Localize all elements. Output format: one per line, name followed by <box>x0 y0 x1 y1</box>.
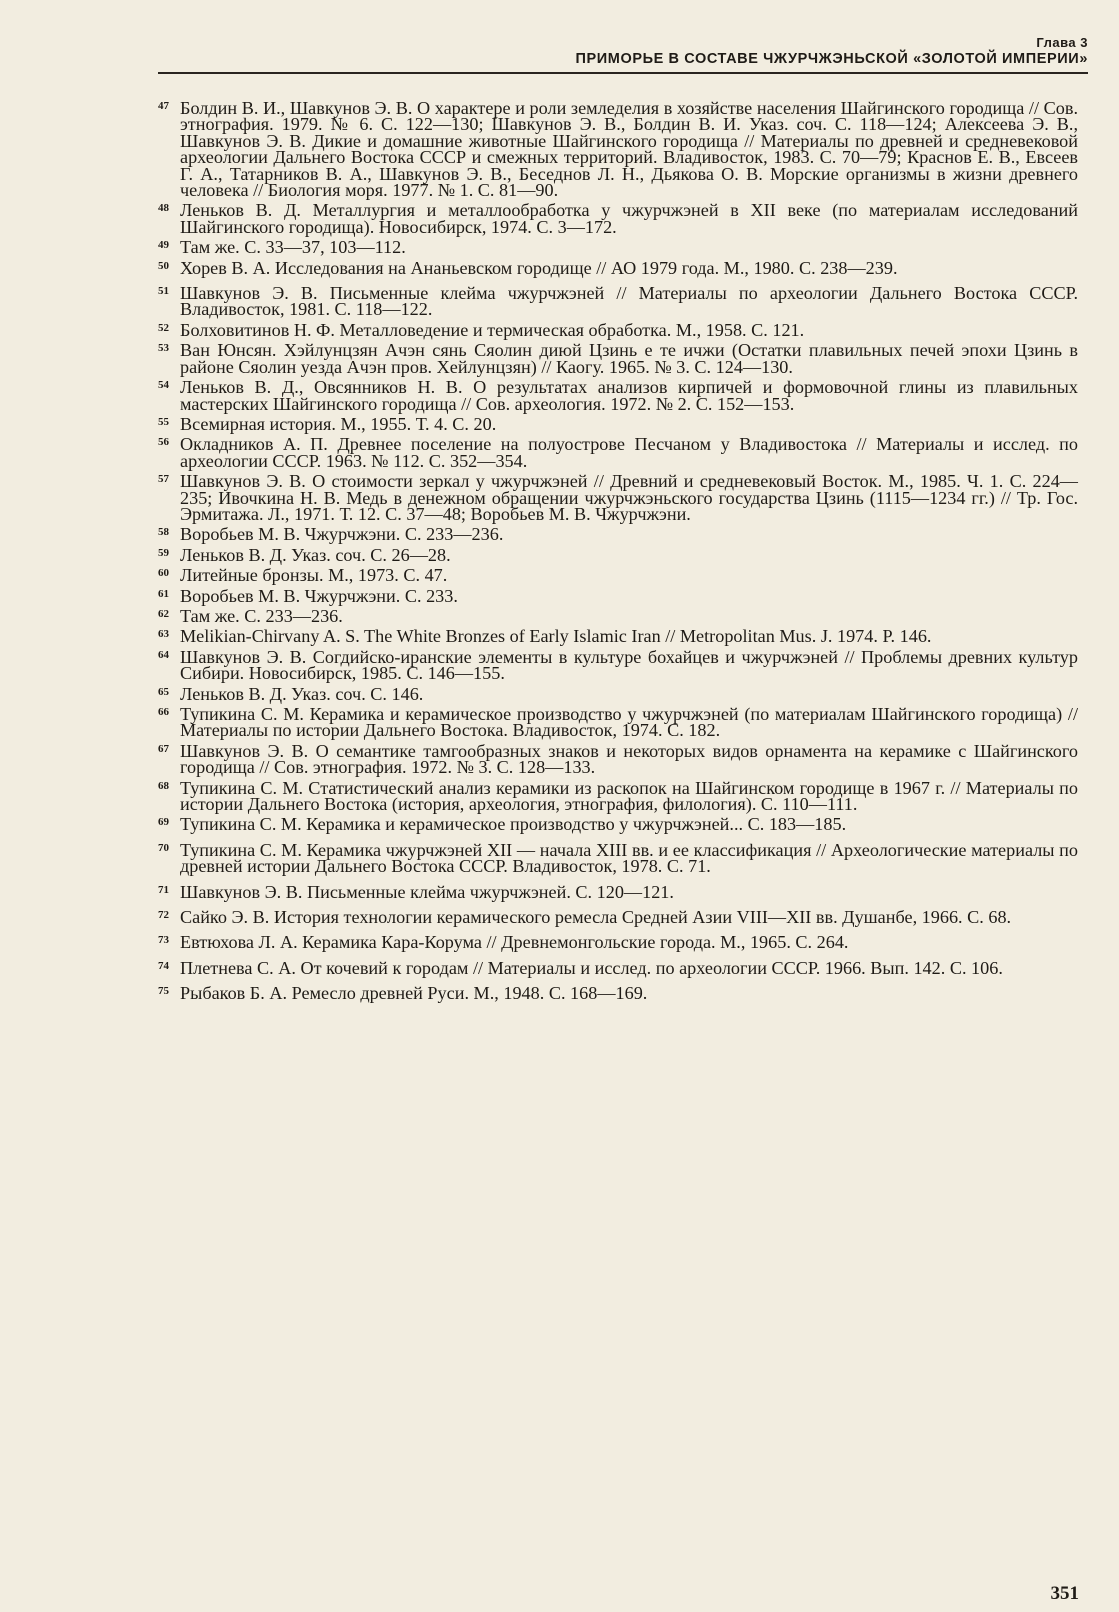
endnote-text: Шавкунов Э. В. О семантике тамгообразных знаков и некоторых видов орнамента на керамике с Шайгинского городища // Сов. этнография. 1972. № 3. С. 128—133. <box>180 740 1078 778</box>
endnote-text: Там же. С. 233—236. <box>180 605 343 626</box>
endnote-text: Болховитинов Н. Ф. Металловедение и термическая обработка. М., 1958. С. 121. <box>180 319 805 340</box>
endnote <box>158 342 1078 375</box>
endnote-text: Тупикина С. М. Керамика и керамическое производство у чжурчжэней... С. 183—185. <box>180 814 847 835</box>
endnote-text: Хорев В. А. Исследования на Ананьевском городище // АО 1979 года. М., 1980. С. 238—239. <box>180 257 898 278</box>
running-header <box>150 36 1088 68</box>
endnote <box>158 957 1078 978</box>
endnote-text: Шавкунов Э. В. Согдийско-иранские элементы в культуре бохайцев и чжурчжэней // Проблемы древних культур Сибири. Новосибирск, 1985. С. 146—155. <box>180 646 1078 684</box>
endnote-number: 73 <box>158 934 169 947</box>
endnote-text: Леньков В. Д., Овсянников Н. В. О результатах анализов кирпичей и формовочной глины из плавильных мастерских Шайгинского городища // Сов. археология. 1972. № 2. С. 152—153. <box>180 377 1078 414</box>
endnote-number: 53 <box>158 342 169 355</box>
chapter-label: Глава 3 <box>1036 35 1088 50</box>
endnote-number: 61 <box>158 587 169 600</box>
endnote <box>158 814 1078 835</box>
endnote <box>158 683 1078 704</box>
endnote-number: 62 <box>158 607 169 620</box>
endnote-number: 65 <box>158 685 169 698</box>
endnote <box>158 319 1078 340</box>
endnote-number: 57 <box>158 473 169 486</box>
endnote-number: 49 <box>158 239 169 252</box>
endnote <box>158 646 1078 684</box>
endnote-text: Тупикина С. М. Керамика чжурчжэней XII — начала XIII вв. и ее классификация // Археологические материалы по древней истории Дальнего Востока СССР. Владивосток, 1978. С. 71. <box>180 839 1078 877</box>
endnote-number: 67 <box>158 742 169 755</box>
endnote <box>158 585 1078 606</box>
endnote-number: 54 <box>158 379 169 392</box>
endnote-number: 47 <box>158 100 169 112</box>
endnote-number: 71 <box>158 883 169 896</box>
endnote-text: Евтюхова Л. А. Керамика Кара-Корума // Древнемонгольские города. М., 1965. С. 264. <box>180 932 849 953</box>
endnote-number: 56 <box>158 436 169 449</box>
endnote <box>158 605 1078 626</box>
endnote-text: Воробьев М. В. Чжурчжэни. С. 233—236. <box>180 524 504 545</box>
endnote-text: Окладников А. П. Древнее поселение на полуострове Песчаном у Владивостока // Материалы и исслед. по археологии СССР. 1963. № 112. С. 352—354. <box>180 434 1078 471</box>
endnote-text: Плетнева С. А. От кочевий к городам // Материалы и исслед. по археологии СССР. 1966. Вып. 142. С. 106. <box>180 957 1003 978</box>
endnote-text: Melikian-Chirvany A. S. The White Bronzes of Early Islamic Iran // Metropolitan Mus. J. 1974. P. 146. <box>180 626 932 647</box>
endnote <box>158 626 1078 647</box>
endnote <box>158 839 1078 877</box>
endnote-number: 64 <box>158 648 169 661</box>
endnote-text: Сайко Э. В. История технологии керамического ремесла Средней Азии VIII—XII вв. Душанбе, 1966. С. 68. <box>180 907 1012 928</box>
endnote-text: Шавкунов Э. В. О стоимости зеркал у чжурчжэней // Древний и средневековый Восток. М., 1985. Ч. 1. С. 224—235; Ивочкина Н. В. Медь в денежном обращении чжурчжэньского государства Цзинь (1115—1234 гг.) // Тр. Гос. Эрмитажа. Л., 1971. Т. 12. С. 37—48; Воробьев М. В. Чжурчжэни. <box>180 471 1078 524</box>
endnote-text: Шавкунов Э. В. Письменные клейма чжурчжэней // Материалы по археологии Дальнего Востока СССР. Владивосток, 1981. С. 118—122. <box>180 283 1078 320</box>
endnote <box>158 777 1078 815</box>
endnote <box>158 983 1078 1004</box>
endnote-text: Тупикина С. М. Керамика и керамическое производство у чжурчжэней (по материалам Шайгинского городища) // Материалы по истории Дальнего Востока. Владивосток, 1974. С. 182. <box>180 704 1078 741</box>
endnote <box>158 881 1078 902</box>
endnote-number: 70 <box>158 841 169 854</box>
endnote-text: Тупикина С. М. Статистический анализ керамики из раскопок на Шайгинском городище в 1967 г. // Материалы по истории Дальнего Востока (история, археология, этнография, филология). С. 110—111. <box>180 777 1078 815</box>
endnote-number: 60 <box>158 567 169 580</box>
endnote-number: 59 <box>158 546 169 559</box>
page-number: 351 <box>1050 1583 1079 1604</box>
endnote-number: 72 <box>158 909 169 922</box>
endnote-text: Леньков В. Д. Указ. соч. С. 146. <box>180 683 424 704</box>
endnote <box>158 257 1078 278</box>
endnote-number: 55 <box>158 415 169 428</box>
endnote <box>158 565 1078 586</box>
endnote-text: Шавкунов Э. В. Письменные клейма чжурчжэней. С. 120—121. <box>180 881 674 902</box>
endnote-text: Леньков В. Д. Указ. соч. С. 26—28. <box>180 544 451 565</box>
endnote-number: 50 <box>158 259 169 272</box>
endnote <box>158 706 1078 739</box>
endnote-number: 66 <box>158 706 169 718</box>
endnote <box>158 907 1078 928</box>
endnote-text: Там же. С. 33—37, 103—112. <box>180 237 406 258</box>
endnote-text: Болдин В. И., Шавкунов Э. В. О характере и роли земледелия в хозяйстве населения Шайгинского городища // Сов. этнография. 1979. № 6. С. 122—130; Шавкунов Э. В., Болдин В. И. Указ. соч. С. 118—124; Алексеева Э. В., Шавкунов Э. В. Дикие и домашние животные Шайгинского городища // Материалы по древней и средневековой археологии Дальнего Востока СССР и смежных территорий. Владивосток, 1983. С. 70—79; Краснов Е. В., Евсеев Г. А., Татарников В. А., Шавкунов Э. В., Беседнов Л. Н., Дьякова О. В. Морские организмы в жизни древнего человека // Биология моря. 1977. № 1. С. 81—90. <box>180 98 1078 201</box>
endnote-number: 68 <box>158 779 169 792</box>
endnote-text: Литейные бронзы. М., 1973. С. 47. <box>180 565 448 586</box>
endnotes-list <box>158 100 1078 1006</box>
endnote-number: 51 <box>158 285 169 298</box>
endnote-number: 52 <box>158 321 169 334</box>
endnote <box>158 544 1078 565</box>
endnote-number: 48 <box>158 202 169 215</box>
endnote <box>158 740 1078 778</box>
endnote <box>158 202 1078 235</box>
endnote-text: Всемирная история. М., 1955. Т. 4. С. 20. <box>180 413 497 434</box>
endnote <box>158 524 1078 545</box>
endnote-text: Леньков В. Д. Металлургия и металлообработка у чжурчжэней в XII веке (по материалам исследований Шайгинского городища). Новосибирск, 1974. С. 3—172. <box>180 200 1078 237</box>
endnote <box>158 473 1078 522</box>
endnote <box>158 413 1078 434</box>
endnote-text: Рыбаков Б. А. Ремесло древней Руси. М., 1948. С. 168—169. <box>180 983 648 1004</box>
endnote <box>158 379 1078 412</box>
running-title: ПРИМОРЬЕ В СОСТАВЕ ЧЖУРЧЖЭНЬСКОЙ «ЗОЛОТОЙ ИМПЕРИИ» <box>575 51 1088 67</box>
endnote-number: 75 <box>158 985 169 998</box>
endnote <box>158 98 1078 201</box>
endnote-number: 69 <box>158 816 169 829</box>
endnote <box>158 436 1078 469</box>
endnote-number: 58 <box>158 526 169 539</box>
endnote <box>158 932 1078 953</box>
endnote-number: 74 <box>158 959 169 972</box>
endnote-number: 63 <box>158 628 169 641</box>
endnote <box>158 285 1078 318</box>
header-rule <box>158 72 1088 74</box>
endnote <box>158 237 1078 258</box>
endnote-text: Ван Юнсян. Хэйлунцзян Ачэн сянь Сяолин диюй Цзинь е те ичжи (Остатки плавильных печей эпохи Цзинь в районе Сяолин уезда Ачэн пров. Хейлунцзян) // Каогу. 1965. № 3. С. 124—130. <box>180 340 1078 377</box>
endnote-text: Воробьев М. В. Чжурчжэни. С. 233. <box>180 585 458 606</box>
